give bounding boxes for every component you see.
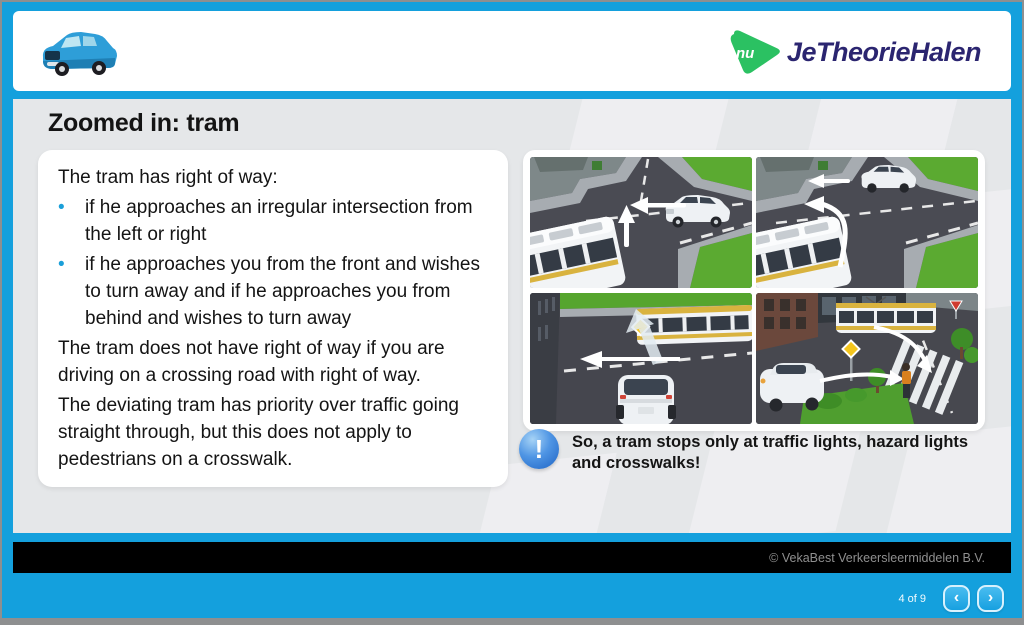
header-bar [13, 11, 1011, 91]
scenario-images-card [523, 150, 985, 431]
slide-content [13, 99, 1011, 533]
brand-logo [725, 27, 981, 77]
prev-button[interactable] [943, 585, 970, 612]
bullet-text: if he approaches you from the front and wishes to turn away and if he approaches you from behind and wishes to turn away [85, 254, 481, 329]
bullet-dot: • [58, 197, 65, 218]
note-text: So, a tram stops only at traffic lights, hazard lights and crosswalks! [572, 433, 969, 472]
footer-bar [13, 542, 1011, 573]
scenario-image-crosswalk [756, 293, 978, 424]
car-icon [35, 25, 123, 84]
lesson-text-card [38, 150, 508, 487]
chevron-left-icon: ‹ [953, 588, 960, 606]
page-indicator: 4 of 9 [898, 592, 926, 605]
paragraph: The deviating tram has priority over traffic going straight through, but this does not apply to pedestrians on a crosswalk. [58, 395, 459, 470]
chevron-right-icon: › [987, 588, 994, 606]
next-button[interactable] [977, 585, 1004, 612]
scenario-image-crossing-road [530, 293, 752, 424]
scenario-grid [530, 157, 978, 424]
paragraph: The tram does not have right of way if you are driving on a crossing road with right of way. [58, 338, 445, 386]
note-callout [519, 429, 997, 474]
bullet-dot: • [58, 254, 65, 275]
bullet-item [58, 251, 491, 332]
logo-play-icon [725, 27, 781, 77]
scenario-image-tram-straight [530, 157, 752, 288]
exclamation-icon: ! [519, 429, 559, 469]
scenario-image-tram-turning [756, 157, 978, 288]
copyright-text: © VekaBest Verkeersleermiddelen B.V. [769, 550, 985, 565]
bullet-text: if he approaches an irregular intersection from the left or right [85, 197, 473, 245]
pager [898, 585, 1004, 612]
logo-wordmark: JeTheorieHalen [786, 36, 981, 67]
logo-badge-text: nu [735, 45, 755, 62]
intro-line: The tram has right of way: [58, 167, 278, 188]
bullet-item [58, 194, 491, 248]
page-title: Zoomed in: tram [48, 109, 240, 137]
